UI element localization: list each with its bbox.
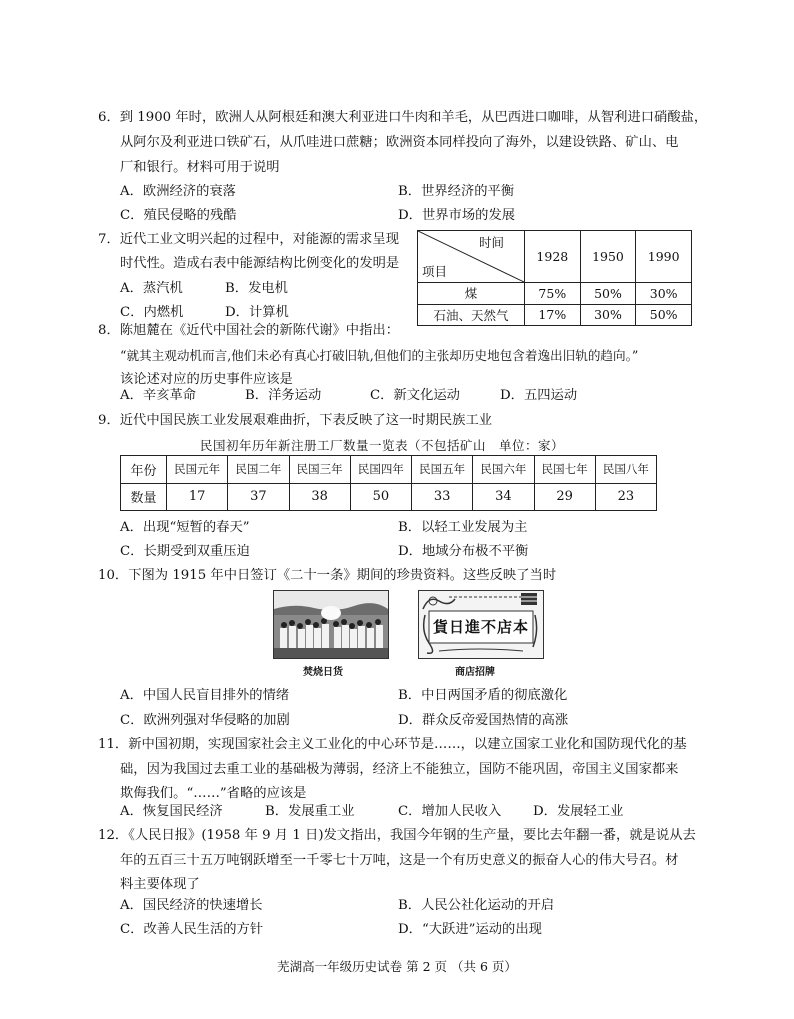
q6-option-a: A．欧洲经济的衰落 [120,184,236,199]
photo2-caption: 商店招牌 [455,667,495,678]
q8-line-1: 8．陈旭麓在《近代中国社会的新陈代谢》中指出： [98,323,399,338]
energy-table-corner [418,231,525,283]
q8-option-d: D．五四运动 [500,388,578,403]
q9-option-d: D．地域分布极不平衡 [398,544,529,559]
q12-line-1: 12．《人民日报》(1958 年 9 月 1 日)发文指出，我国今年钢的生产量，要比去年翻一番，就是说从去 [98,828,696,843]
energy-corner-item: 项目 [422,264,448,279]
q6-option-b: B．世界经济的平衡 [398,184,515,199]
q7-line-2: 时代性。造成右表中能源结构比例变化的发明是 [120,256,400,271]
q9-line: 9．近代中国民族工业发展艰难曲折，下表反映了这一时期民族工业 [98,413,493,428]
energy-row-label: 煤 [418,283,525,305]
energy-cell: 30% [636,283,692,305]
factory-registration-table [120,455,657,511]
q8-line-2: “就其主观动机而言,他们未必有真心打破旧轨,但他们的主张却历史地包含着逸出旧轨的趋向。” [120,348,639,363]
q11-line-3: 欺侮我们。“……”省略的应该是 [120,786,307,801]
q9-option-a: A．出现“短暂的春天” [120,520,250,535]
q10-option-c: C．欧洲列强对华侵略的加剧 [120,713,290,728]
energy-year-header: 1990 [636,231,692,283]
q9-option-c: C．长期受到双重压迫 [120,544,250,559]
energy-structure-table [417,230,692,326]
q8-option-b: B．洋务运动 [245,388,322,403]
q12-line-2: 年的五百三十五万吨钢跃增至一千零七十万吨，这是一个有历史意义的振奋人心的伟大号召。材 [120,853,679,868]
factory-header-year-label: 年份 [121,456,167,484]
q12-option-a: A．国民经济的快速增长 [120,898,263,913]
factory-count: 38 [289,483,350,511]
q12-line-3: 料主要体现了 [120,877,200,892]
factory-year: 民国五年 [412,456,473,484]
q6-line-3: 厂和银行。材料可用于说明 [120,160,280,175]
q12-option-b: B．人民公社化运动的开启 [398,898,555,913]
q7-option-d: D．计算机 [225,305,289,320]
q7-option-a: A．蒸汽机 [120,281,183,296]
energy-cell: 30% [580,304,636,326]
factory-year: 民国元年 [167,456,228,484]
factory-count: 17 [167,483,228,511]
factory-count: 33 [412,483,473,511]
energy-cell: 17% [525,304,581,326]
q11-line-1: 11．新中国初期，实现国家社会主义工业化的中心环节是……，以建立国家工业化和国防现代化的基 [98,737,687,752]
factory-count-label: 数量 [121,483,167,511]
q6-option-d: D．世界市场的发展 [398,208,516,223]
factory-year: 民国三年 [289,456,350,484]
q10-line: 10．下图为 1915 年中日签订《二十一条》期间的珍贵资料。这些反映了当时 [98,568,557,583]
q8-line-3: 该论述对应的历史事件应该是 [120,372,293,387]
q10-option-b: B．中日两国矛盾的彻底激化 [398,688,568,703]
q7-option-b: B．发电机 [225,281,288,296]
q11-option-d: D．发展轻工业 [533,804,624,819]
q11-option-b: B．发展重工业 [265,804,355,819]
energy-cell: 75% [525,283,581,305]
q12-option-d: D．“大跃进”运动的出现 [398,922,542,937]
q7-option-c: C．内燃机 [120,305,184,320]
q10-option-a: A．中国人民盲目排外的情绪 [120,688,290,703]
factory-count: 50 [350,483,411,511]
q10-option-d: D．群众反帝爱国热情的高涨 [398,713,569,728]
factory-count: 37 [228,483,289,511]
q11-option-a: A．恢复国民经济 [120,804,223,819]
q6-line-2: 从阿尔及利亚进口铁矿石，从爪哇进口蔗糖；欧洲资本同样投向了海外，以建设铁路、矿山、电 [120,135,679,150]
page-footer: 芜湖高一年级历史试卷 第 2 页 （共 6 页） [277,959,517,974]
energy-cell: 50% [636,304,692,326]
photo-burning-japanese-goods [273,590,389,659]
photo1-caption: 焚烧日货 [303,667,343,678]
energy-corner-time: 时间 [478,235,504,250]
q8-option-a: A．辛亥革命 [120,388,197,403]
energy-row-label: 石油、天然气 [418,304,525,326]
factory-count: 34 [473,483,534,511]
q9-table-caption: 民国初年历年新注册工厂数量一览表（不包括矿山 单位：家） [200,438,565,453]
factory-count: 23 [595,483,656,511]
q8-option-c: C．新文化运动 [370,388,460,403]
factory-year: 民国六年 [473,456,534,484]
q7-line-1: 7．近代工业文明兴起的过程中，对能源的需求呈现 [98,232,399,247]
q12-option-c: C．改善人民生活的方针 [120,922,264,937]
energy-year-header: 1928 [525,231,581,283]
q11-line-2: 础，因为我国过去重工业的基础极为薄弱，经济上不能独立，国防不能巩固，帝国主义国家都来 [120,762,679,777]
energy-cell: 50% [580,283,636,305]
q9-option-b: B．以轻工业发展为主 [398,520,528,535]
factory-year: 民国七年 [534,456,595,484]
q6-option-c: C．殖民侵略的残酷 [120,208,237,223]
factory-year: 民国二年 [228,456,289,484]
q11-option-c: C．增加人民收入 [398,804,502,819]
photo-shop-sign [418,590,544,659]
q6-line-1: 6．到 1900 年时，欧洲人从阿根廷和澳大利亚进口牛肉和羊毛，从巴西进口咖啡，从智利进口硝酸盐， [98,110,708,125]
factory-year: 民国八年 [595,456,656,484]
factory-count: 29 [534,483,595,511]
energy-year-header: 1950 [580,231,636,283]
factory-year: 民国四年 [350,456,411,484]
shop-sign-text: 本店不進日貨 [432,618,529,636]
